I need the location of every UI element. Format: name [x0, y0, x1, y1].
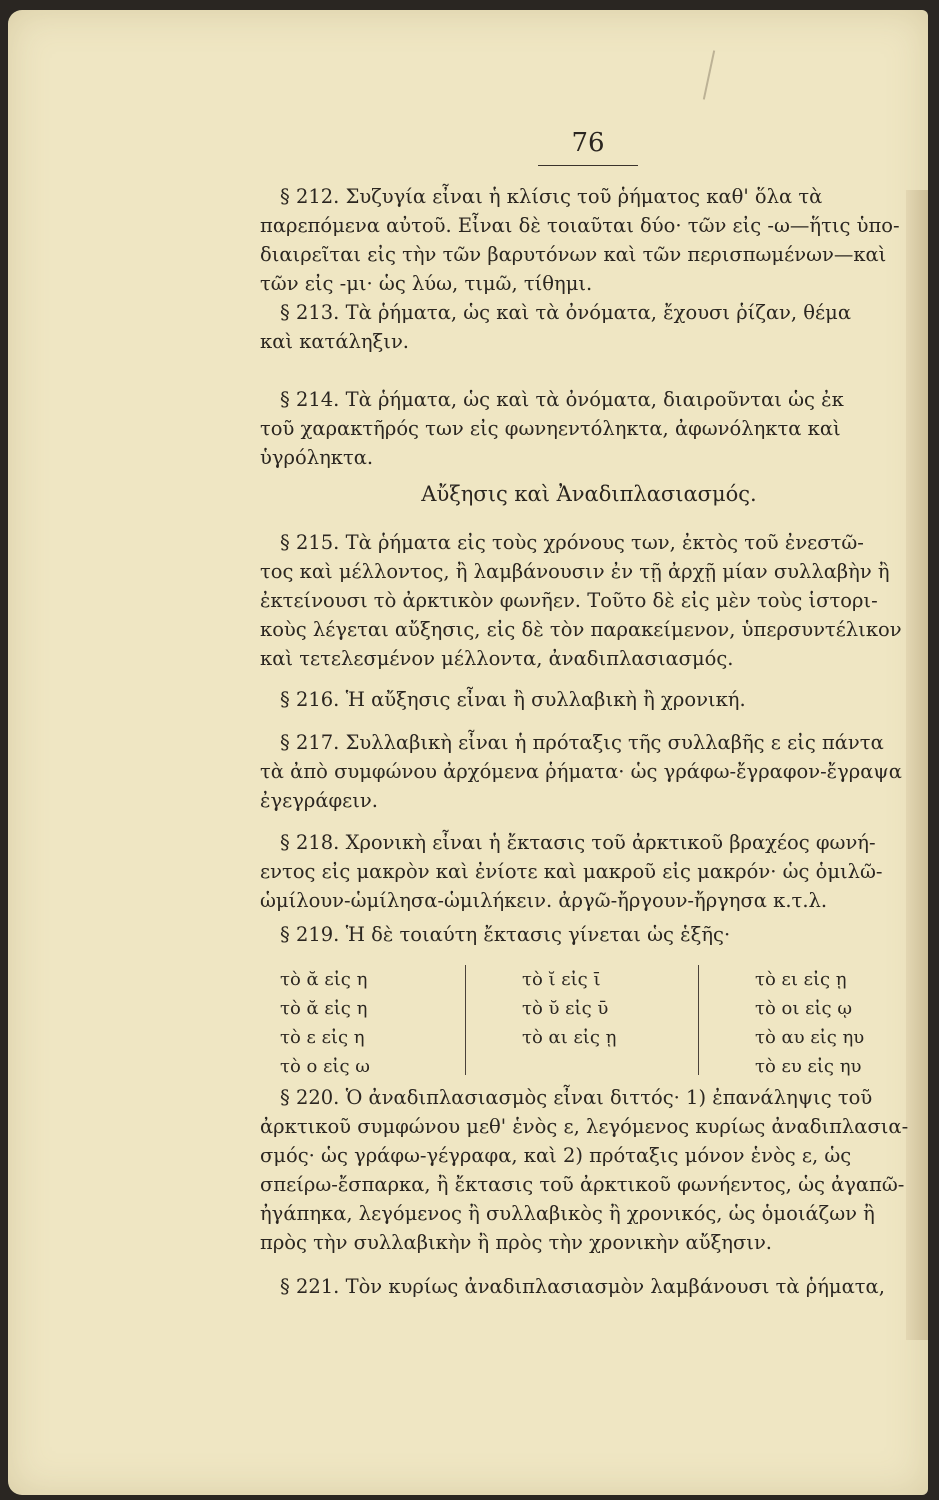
text-line: ὡμίλουν-ὡμίλησα-ὡμιλήκειν. ἀργῶ-ἤργουν-ἤργησα κ.τ.λ. — [260, 889, 828, 912]
augment-row: τὸ αυ εἰς ηυ — [755, 1027, 865, 1048]
text-line: τοῦ χαρακτῆρός των εἰς φωνηεντόληκτα, ἀφωνόληκτα καὶ — [260, 417, 841, 440]
paragraph-214 — [260, 385, 918, 472]
text-line: § 213. Τὰ ῥήματα, ὡς καὶ τὰ ὀνόματα, ἔχουσι ῥίζαν, θέμα — [280, 301, 851, 324]
text-line: § 214. Τὰ ῥήματα, ὡς καὶ τὰ ὀνόματα, διαιροῦνται ὡς ἐκ — [280, 388, 844, 411]
pencil-mark — [703, 50, 715, 99]
text-line: § 212. Συζυγία εἶναι ἡ κλίσις τοῦ ῥήματος καθ' ὅλα τὰ — [280, 185, 823, 208]
text-line: καὶ τετελεσμένον μέλλοντα, ἀναδιπλασιασμός. — [260, 647, 734, 670]
text-line: τὰ ἀπὸ συμφώνου ἀρχόμενα ῥήματα· ὡς γράφω-ἔγραφον-ἔγραψα — [260, 760, 902, 783]
column-divider — [465, 965, 466, 1075]
page-number: 76 — [571, 128, 605, 158]
text-line: πρὸς τὴν συλλαβικὴν ἢ πρὸς τὴν χρονικὴν αὔξησιν. — [260, 1231, 772, 1254]
augment-row: τὸ οι εἰς ῳ — [755, 998, 852, 1019]
text-line: ὑγρόληκτα. — [260, 446, 374, 469]
text-line: § 221. Τὸν κυρίως ἀναδιπλασιασμὸν λαμβάνουσι τὰ ῥήματα, — [280, 1275, 885, 1298]
paragraph-215 — [260, 528, 918, 673]
book-page — [8, 10, 928, 1495]
text-line: κοὺς λέγεται αὔξησις, εἰς δὲ τὸν παρακείμενον, ὑπερσυντέλικον — [260, 618, 902, 641]
augment-row: τὸ ᾰ εἰς η — [280, 998, 368, 1019]
column-divider — [698, 965, 699, 1075]
augment-table — [260, 965, 918, 1077]
page-number-rule — [538, 165, 638, 166]
text-line: ἀρκτικοῦ συμφώνου μεθ' ἑνὸς ε, λεγόμενος κυρίως ἀναδιπλασια- — [260, 1115, 909, 1138]
augment-column-3 — [755, 965, 864, 1081]
text-line: § 215. Τὰ ῥήματα εἰς τοὺς χρόνους των, ἐκτὸς τοῦ ἐνεστῶ- — [280, 531, 864, 554]
paragraph-221 — [260, 1272, 918, 1301]
text-line: § 220. Ὁ ἀναδιπλασιασμὸς εἶναι διττός· 1) ἐπανάληψις τοῦ — [280, 1086, 873, 1109]
paragraph-213 — [260, 298, 918, 356]
text-line: τος καὶ μέλλοντος, ἢ λαμβάνουσιν ἐν τῇ ἀρχῇ μίαν συλλαβὴν ἢ — [260, 560, 890, 583]
paragraph-217 — [260, 728, 918, 815]
augment-row: τὸ ο εἰς ω — [280, 1056, 370, 1077]
text-line: § 216. Ἡ αὔξησις εἶναι ἢ συλλαβικὴ ἢ χρονική. — [280, 688, 746, 711]
paragraph-216 — [260, 685, 918, 714]
text-line: εντος εἰς μακρὸν καὶ ἐνίοτε καὶ μακροῦ εἰς μακρόν· ὡς ὁμιλῶ- — [260, 860, 883, 883]
section-heading: Αὔξησις καὶ Ἀναδιπλασιασμός. — [421, 482, 757, 506]
paragraph-218 — [260, 828, 918, 915]
text-line: ἐκτείνουσι τὸ ἀρκτικὸν φωνῆεν. Τοῦτο δὲ εἰς μὲν τοὺς ἱστορι- — [260, 589, 878, 612]
paragraph-212 — [260, 182, 918, 298]
augment-row: τὸ ε εἰς η — [280, 1027, 365, 1048]
text-line: τῶν εἰς -μι· ὡς λύω, τιμῶ, τίθημι. — [260, 272, 593, 295]
paragraph-220 — [260, 1083, 918, 1257]
text-line: § 218. Χρονικὴ εἶναι ἡ ἔκτασις τοῦ ἀρκτικοῦ βραχέος φωνή- — [280, 831, 876, 854]
augment-row: τὸ ῠ εἰς ῡ — [522, 998, 609, 1019]
augment-column-1 — [280, 965, 370, 1081]
text-line: § 219. Ἡ δὲ τοιαύτη ἔκτασις γίνεται ὡς ἑξῆς· — [280, 923, 731, 946]
augment-row: τὸ ευ εἰς ηυ — [755, 1056, 862, 1077]
text-line: ἠγάπηκα, λεγόμενος ἢ συλλαβικὸς ἢ χρονικός, ὡς ὁμοιάζων ἢ — [260, 1202, 875, 1225]
text-line: σπείρω-ἔσπαρκα, ἢ ἔκτασις τοῦ ἀρκτικοῦ φωνήεντος, ὡς ἀγαπῶ- — [260, 1173, 905, 1196]
text-line: § 217. Συλλαβικὴ εἶναι ἡ πρόταξις τῆς συλλαβῆς ε εἰς πάντα — [280, 731, 884, 754]
augment-row: τὸ ῐ εἰς ῑ — [522, 969, 601, 990]
augment-column-2 — [522, 965, 616, 1052]
augment-row: τὸ αι εἰς ῃ — [522, 1027, 617, 1048]
augment-row: τὸ ᾰ εἰς η — [280, 969, 368, 990]
text-line: ἐγεγράφειν. — [260, 789, 378, 812]
text-line: σμός· ὡς γράφω-γέγραφα, καὶ 2) πρόταξις μόνον ἑνὸς ε, ὡς — [260, 1144, 852, 1167]
augment-row: τὸ ει εἰς ῃ — [755, 969, 847, 990]
text-line: καὶ κατάληξιν. — [260, 330, 409, 353]
text-line: διαιρεῖται εἰς τὴν τῶν βαρυτόνων καὶ τῶν περισπωμένων—καὶ — [260, 243, 887, 266]
paragraph-219 — [260, 920, 918, 949]
text-line: παρεπόμενα αὐτοῦ. Εἶναι δὲ τοιαῦται δύο· τῶν εἰς -ω—ἥτις ὑπο- — [260, 214, 900, 237]
